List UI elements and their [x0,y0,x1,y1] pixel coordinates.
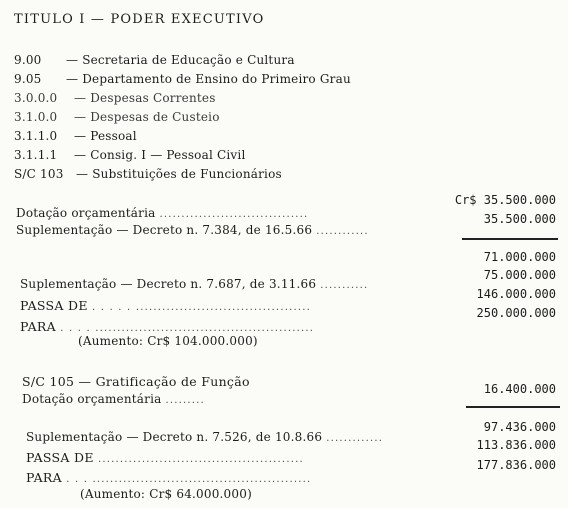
code-line [14,91,216,105]
code-label: — Despesas de Custeio [74,110,220,124]
line-label: Suplementação — Decreto n. 7.687, de 3.11.66 [20,277,317,291]
code: 9.00 [14,53,42,67]
para-line [26,470,311,485]
sum-rule [466,406,560,408]
dot-leader: ........... [320,280,369,291]
code: S/C 103 [14,167,64,181]
code-label: — Substituições de Funcionários [76,167,282,181]
line-amount: 177.836.000 [476,458,556,472]
line-label: Suplementação — Decreto n. 7.526, de 10.8.66 [26,430,323,444]
line-amount: 75.000.000 [483,268,556,282]
aumento-note: (Aumento: Cr$ 104.000.000) [78,334,258,348]
code-line [14,53,295,67]
line-label: PARA [26,470,62,485]
code-line [14,72,351,86]
line-amount: 35.500.000 [483,212,556,226]
sum-rule [462,238,558,240]
code: 9.05 [14,72,42,86]
suplementacao-line [20,277,368,291]
line-amount: Cr$ 35.500.000 [454,193,556,207]
suplementacao-line [16,223,369,237]
dot-leader: .................................. [159,209,309,220]
code-line [14,110,220,124]
passa-de-line [26,450,304,465]
dot-leader: ............. [326,433,384,444]
line-amount: 113.836.000 [476,438,556,452]
code: 3.0.0.0 [14,91,58,105]
dot-leader: ............................................... [98,454,304,465]
dot-leader: . . . .................................................. [66,474,312,485]
dot-leader: . . . . .................................................. [60,323,315,334]
code-line [14,148,245,162]
code-line [14,167,282,181]
line-label: Dotação orçamentária [16,206,156,220]
line-label: Dotação orçamentária [22,392,162,406]
line-label: PARA [20,319,56,334]
code: 3.1.0.0 [14,110,58,124]
line-label: PASSA DE [26,450,94,465]
passa-de-line [20,298,311,313]
suplementacao-line [26,430,383,444]
dotacao-line [16,206,308,220]
subconta-heading: S/C 105 — Gratificação de Função [22,374,250,389]
para-line [20,319,314,334]
aumento-note: (Aumento: Cr$ 64.000.000) [80,487,252,501]
code-label: — Departamento de Ensino do Primeiro Grau [66,72,351,86]
dot-leader: ............ [316,226,369,237]
line-label: PASSA DE [20,298,88,313]
code: 3.1.1.1 [14,148,58,162]
section-header: TITULO I — PODER EXECUTIVO [14,12,265,27]
code-label: — Secretaria de Educação e Cultura [66,53,295,67]
code: 3.1.1.0 [14,129,58,143]
line-amount: 250.000.000 [476,306,556,320]
dotacao-line [22,392,205,406]
line-amount: 97.436.000 [483,420,556,434]
code-label: — Pessoal [74,129,137,143]
line-amount: 146.000.000 [476,287,556,301]
line-amount: 16.400.000 [483,382,556,396]
line-label: Suplementação — Decreto n. 7.384, de 16.5.66 [16,223,313,237]
dot-leader: ......... [165,395,205,406]
code-label: — Consig. I — Pessoal Civil [74,148,246,162]
dot-leader: . . . . . ........................................ [92,302,311,313]
code-label: — Despesas Correntes [74,91,216,105]
code-line [14,129,137,143]
subtotal-amount: 71.000.000 [483,250,556,264]
